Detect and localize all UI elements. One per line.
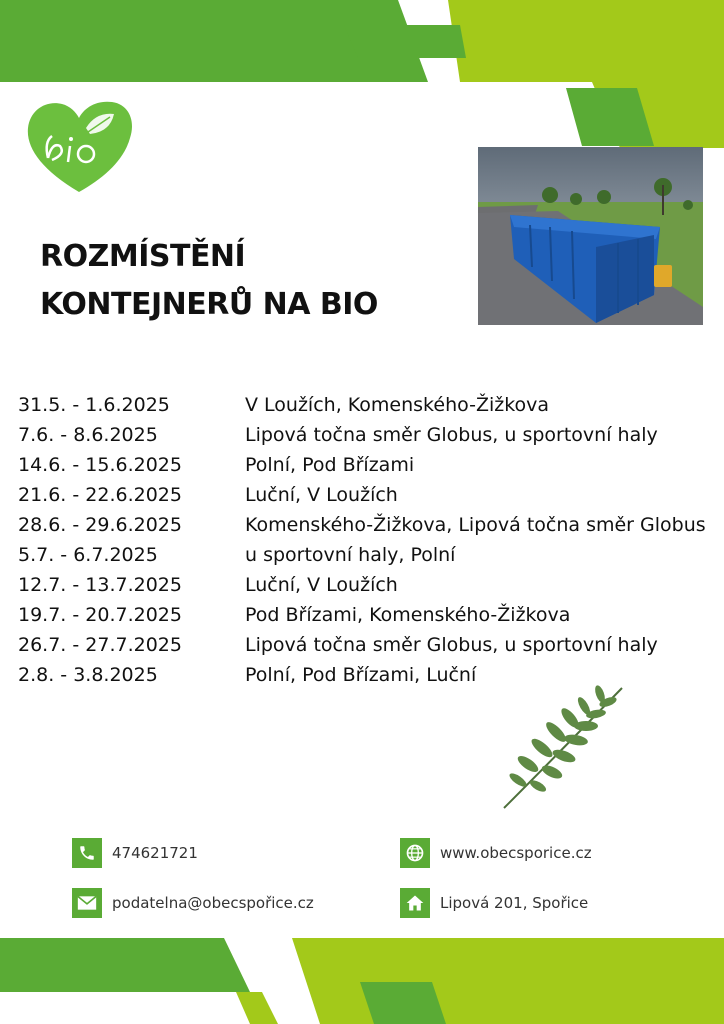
schedule-date: 19.7. - 20.7.2025 — [18, 604, 182, 626]
schedule-place: Pod Břízami, Komenského-Žižkova — [245, 604, 571, 626]
schedule-row — [18, 420, 706, 450]
home-icon — [400, 888, 430, 918]
phone-number: 474621721 — [112, 844, 198, 862]
contact-web — [400, 838, 592, 868]
schedule-place: V Loužích, Komenského-Žižkova — [245, 394, 550, 416]
schedule-row — [18, 570, 706, 600]
container-photo — [478, 147, 703, 325]
schedule-place: Polní, Pod Břízami, Luční — [245, 664, 477, 686]
schedule-date: 26.7. - 27.7.2025 — [18, 634, 182, 656]
schedule-date: 21.6. - 22.6.2025 — [18, 484, 182, 506]
fern-illustration — [498, 680, 626, 810]
schedule-row — [18, 540, 706, 570]
contact-address — [400, 888, 588, 918]
schedule-place: Lipová točna směr Globus, u sportovní haly — [245, 424, 658, 446]
schedule-row — [18, 390, 706, 420]
schedule-place: Polní, Pod Břízami — [245, 454, 415, 476]
address-text: Lipová 201, Spořice — [440, 894, 589, 912]
schedule-row — [18, 480, 706, 510]
email-link[interactable]: podatelna@obecspořice.cz — [112, 894, 314, 912]
schedule-list — [18, 390, 706, 690]
schedule-row — [18, 510, 706, 540]
schedule-place: u sportovní haly, Polní — [245, 544, 456, 566]
schedule-date: 14.6. - 15.6.2025 — [18, 454, 182, 476]
bottom-lime-left — [236, 992, 278, 1024]
schedule-place: Luční, V Loužích — [245, 484, 398, 506]
bottom-decoration — [0, 930, 724, 1024]
contact-phone — [72, 838, 198, 868]
schedule-date: 2.8. - 3.8.2025 — [18, 664, 158, 686]
schedule-row — [18, 450, 706, 480]
contact-email — [72, 888, 314, 918]
schedule-date: 5.7. - 6.7.2025 — [18, 544, 158, 566]
schedule-place: Komenského-Žižkova, Lipová točna směr Globus — [245, 514, 706, 536]
bottom-dark-stripe — [360, 982, 446, 1024]
schedule-row — [18, 600, 706, 630]
phone-icon — [72, 838, 102, 868]
globe-icon — [400, 838, 430, 868]
bottom-dark-band — [0, 938, 250, 992]
schedule-date: 7.6. - 8.6.2025 — [18, 424, 158, 446]
schedule-row — [18, 630, 706, 660]
schedule-place: Lipová točna směr Globus, u sportovní haly — [245, 634, 658, 656]
website-link[interactable]: www.obecsporice.cz — [440, 844, 592, 862]
schedule-date: 12.7. - 13.7.2025 — [18, 574, 182, 596]
page-title — [40, 233, 378, 329]
schedule-place: Luční, V Loužích — [245, 574, 398, 596]
schedule-date: 31.5. - 1.6.2025 — [18, 394, 170, 416]
bottom-lime-band — [292, 938, 724, 1024]
top-mid-stripe — [344, 25, 466, 58]
schedule-date: 28.6. - 29.6.2025 — [18, 514, 182, 536]
bio-logo — [24, 98, 134, 196]
title-line-1: ROZMÍSTĚNÍ — [40, 239, 246, 274]
envelope-icon — [72, 888, 102, 918]
title-line-2: KONTEJNERŮ NA BIO — [40, 287, 378, 322]
